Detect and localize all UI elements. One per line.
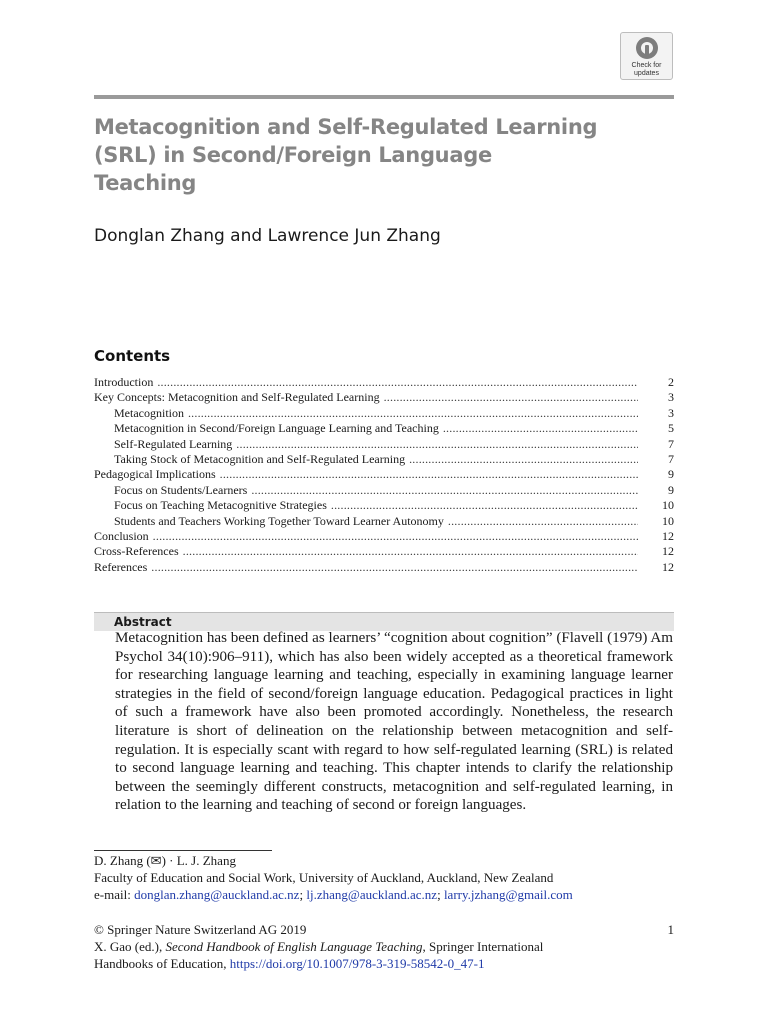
email-label: e-mail:: [94, 887, 135, 902]
toc-entry[interactable]: [94, 514, 674, 529]
toc-entry[interactable]: [94, 375, 674, 390]
toc-entry[interactable]: [94, 483, 674, 498]
toc-entry-title: Focus on Teaching Metacognitive Strategies: [114, 498, 327, 513]
email-separator-2: ;: [437, 887, 444, 902]
toc-entry-page: 12: [662, 528, 674, 543]
toc-leader-dots: [220, 467, 638, 482]
toc-entry-title: Conclusion: [94, 528, 149, 543]
toc-entry-page: 3: [668, 405, 674, 420]
toc-entry-page: 7: [668, 436, 674, 451]
doi-link[interactable]: https://doi.org/10.1007/978-3-319-58542-0_47-1: [229, 956, 485, 971]
toc-leader-dots: [157, 375, 638, 390]
toc-entry-title: Taking Stock of Metacognition and Self-Regulated Learning: [114, 451, 406, 466]
toc-leader-dots: [236, 437, 638, 452]
toc-leader-dots: [384, 390, 638, 405]
book-title: Second Handbook of English Language Teaching: [165, 939, 423, 954]
toc-entry[interactable]: [94, 498, 674, 513]
toc-entry-page: 3: [668, 390, 674, 405]
chapter-title: Metacognition and Self-Regulated Learning (SRL) in Second/Foreign Language Teaching: [94, 115, 598, 195]
toc-entry-page: 10: [662, 513, 674, 528]
footnote-affiliation: Faculty of Education and Social Work, University of Auckland, Auckland, New Zealand: [94, 870, 554, 885]
toc-entry[interactable]: [94, 406, 674, 421]
toc-entry-page: 9: [668, 467, 674, 482]
toc-entry-page: 9: [668, 482, 674, 497]
toc-leader-dots: [331, 498, 638, 513]
toc-entry-title: Introduction: [94, 375, 154, 389]
toc-entry-title: References: [94, 559, 148, 574]
toc-leader-dots: [151, 560, 638, 575]
toc-entry-page: 2: [668, 375, 674, 389]
citation-suffix: , Springer International: [422, 939, 544, 954]
page-number: 1: [667, 922, 674, 937]
badge-line-2: updates: [634, 70, 659, 77]
email-link-3[interactable]: larry.jzhang@gmail.com: [443, 887, 573, 902]
toc-entry-title: Focus on Students/Learners: [114, 482, 248, 497]
doi-prefix: Handbooks of Education,: [94, 956, 230, 971]
email-separator-1: ;: [299, 887, 307, 902]
citation-line: [94, 938, 674, 955]
toc-entry-title: Metacognition in Second/Foreign Language Learning and Teaching: [114, 421, 439, 436]
check-for-updates-badge[interactable]: [620, 32, 673, 80]
toc-entry[interactable]: [94, 560, 674, 575]
toc-leader-dots: [409, 452, 638, 467]
footnotes: [94, 852, 674, 903]
doi-line: [94, 955, 674, 972]
abstract-label: Abstract: [94, 613, 674, 631]
toc-entry[interactable]: [94, 529, 674, 544]
badge-line-1: Check for: [631, 62, 662, 69]
toc-leader-dots: [153, 529, 638, 544]
email-link-2[interactable]: lj.zhang@auckland.ac.nz: [306, 887, 438, 902]
toc-leader-dots: [183, 544, 638, 559]
contents-heading: Contents: [94, 347, 171, 365]
toc-entry-title: Students and Teachers Working Together Toward Learner Autonomy: [114, 513, 444, 528]
abstract-text: Metacognition has been defined as learners’ “cognition about cognition” (Flavell (1979) Am Psychol 34(10):906–911), which has also been widely accepted as a theoretical framework for researching language learning and teaching, especially in examining language learner strategies in the field of second/foreign language education. Pedagogical practices in light of such a framework have also been promoted accordingly. Nonetheless, the research literature is short of delineation on the relationship between metacognition and self-regulation. It is especially scant with regard to how self-regulated learning (SRL) is related to second language learning and teaching. This chapter intends to clarify the relationship between the seemingly different constructs, metacognition and self-regulated learning, in relation to the learning and teaching of second or foreign languages.: [115, 630, 673, 814]
toc-entry-title: Metacognition: [114, 405, 184, 420]
toc-entry[interactable]: [94, 467, 674, 482]
table-of-contents: [94, 375, 674, 575]
toc-entry[interactable]: [94, 390, 674, 405]
copyright-block: [94, 921, 674, 972]
toc-leader-dots: [448, 514, 638, 529]
toc-entry[interactable]: [94, 421, 674, 436]
toc-leader-dots: [443, 421, 638, 436]
toc-entry-title: Cross-References: [94, 544, 179, 559]
footnote-authors: D. Zhang (✉) · L. J. Zhang: [94, 853, 236, 868]
toc-entry-page: 10: [662, 498, 674, 513]
top-rule: [94, 95, 674, 99]
toc-entry-page: 7: [668, 451, 674, 466]
copyright-line: © Springer Nature Switzerland AG 2019: [94, 922, 307, 937]
footnote-rule: [94, 850, 272, 851]
toc-entry-title: Key Concepts: Metacognition and Self-Regulated Learning: [94, 390, 380, 405]
toc-leader-dots: [251, 483, 638, 498]
footnote-emails: [94, 886, 674, 903]
toc-entry[interactable]: [94, 452, 674, 467]
citation-prefix: X. Gao (ed.),: [94, 939, 166, 954]
toc-entry-title: Self-Regulated Learning: [114, 436, 233, 451]
email-link-1[interactable]: donglan.zhang@auckland.ac.nz: [134, 887, 300, 902]
crossmark-icon: [636, 37, 658, 59]
toc-entry-page: 12: [662, 559, 674, 574]
toc-leader-dots: [188, 406, 638, 421]
chapter-authors: Donglan Zhang and Lawrence Jun Zhang: [94, 226, 441, 246]
toc-entry[interactable]: [94, 544, 674, 559]
toc-entry-title: Pedagogical Implications: [94, 467, 216, 482]
toc-entry-page: 5: [668, 421, 674, 436]
toc-entry-page: 12: [662, 544, 674, 559]
toc-entry[interactable]: [94, 437, 674, 452]
